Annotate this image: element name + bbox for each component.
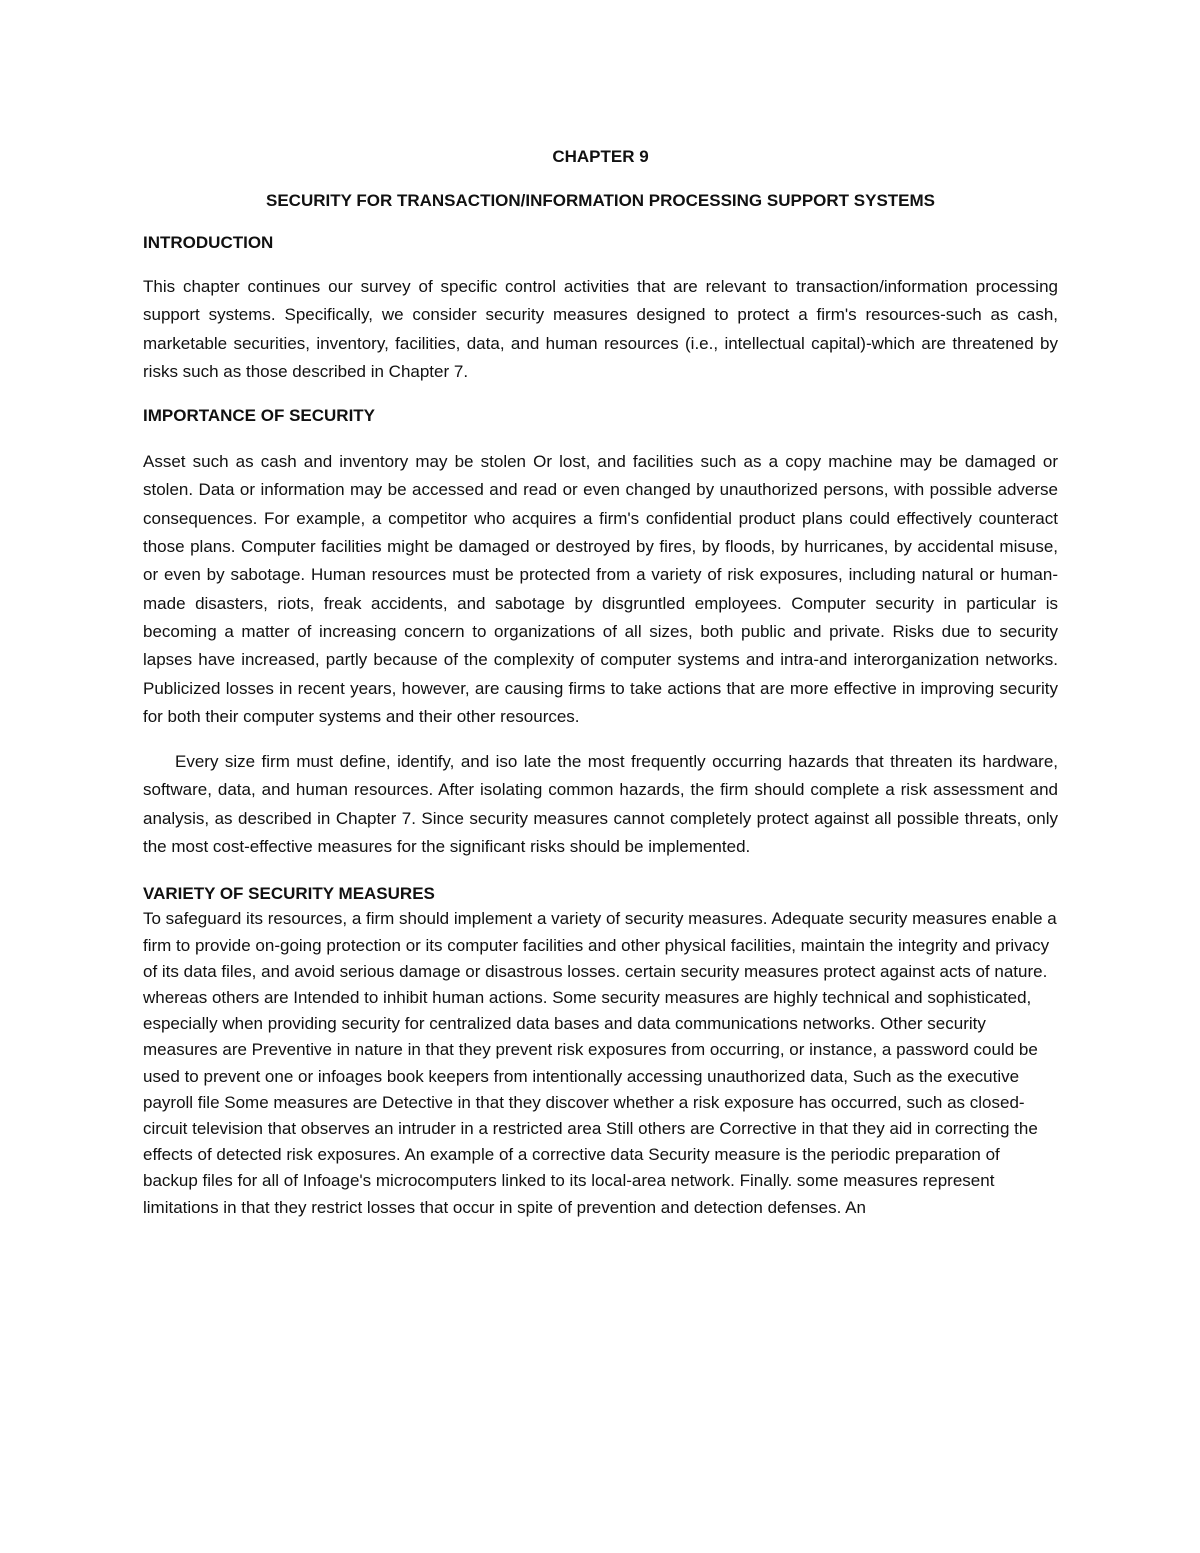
variety-heading: VARIETY OF SECURITY MEASURES — [143, 884, 435, 904]
importance-heading: IMPORTANCE OF SECURITY — [143, 406, 376, 426]
importance-paragraph-2: Every size firm must define, identify, and iso late the most frequently occurring hazards that threaten its hardware, software, data, and human resources. After isolating common hazards, the firm should complete a risk assessment and analysis, as described in Chapter 7. Since security measures cannot completely protect against all possible threats, only the most cost-effective measures for the significant risks should be implemented. — [143, 752, 1058, 857]
document-body — [143, 145, 1058, 1221]
variety-paragraph: To safeguard its resources, a firm should implement a variety of security measures. Adequate security measures enable a firm to provide on-going protection or its computer facilities and other physical facilities, maintain the integrity and privacy of its data files, and avoid serious damage or disastrous losses. certain security measures protect against acts of nature. whereas others are Intended to inhibit human actions. Some security measures are highly technical and sophisticated, especially when providing security for centralized data bases and data communications networks. Other security measures are Preventive in nature in that they prevent risk exposures from occurring, or instance, a password could be used to prevent one or infoages book keepers from intentionally accessing unauthorized data, Such as the executive payroll file Some measures are Detective in that they discover whether a risk exposure has occurred, such as closed-circuit television that observes an intruder in a restricted area Still others are Corrective in that they aid in correcting the effects of detected risk exposures. An example of a corrective data Security measure is the periodic preparation of backup files for all of Infoage's microcomputers linked to its local-area network. Finally. some measures represent limitations in that they restrict losses that occur in spite of prevention and detection defenses. An — [143, 909, 1057, 1217]
chapter-subtitle: SECURITY FOR TRANSACTION/INFORMATION PROCESSING SUPPORT SYSTEMS — [265, 191, 936, 210]
introduction-heading: INTRODUCTION — [143, 233, 274, 252]
introduction-paragraph: This chapter continues our survey of specific control activities that are relevant to transaction/information processing support systems. Specifically, we consider security measures designed to protect a firm's resources-such as cash, marketable securities, inventory, facilities, data, and human resources (i.e., intellectual capital)-which are threatened by risks such as those described in Chapter 7. — [143, 277, 1058, 381]
importance-paragraph-1: Asset such as cash and inventory may be stolen Or lost, and facilities such as a copy machine may be damaged or stolen. Data or information may be accessed and read or even changed by unauthorized persons, with possible adverse consequences. For example, a competitor who acquires a firm's confidential product plans could effectively counteract those plans. Computer facilities might be damaged or destroyed by fires, by floods, by hurricanes, by accidental misuse, or even by sabotage. Human resources must be protected from a variety of risk exposures, including natural or human-made disasters, riots, freak accidents, and sabotage by disgruntled employees. Computer security in particular is becoming a matter of increasing concern to organizations of all sizes, both public and private. Risks due to security lapses have increased, partly because of the complexity of computer systems and intra-and interorganization networks. Publicized losses in recent years, however, are causing firms to take actions that are more effective in improving security for both their computer systems and their other resources. — [143, 452, 1058, 726]
chapter-title: CHAPTER 9 — [552, 147, 649, 166]
